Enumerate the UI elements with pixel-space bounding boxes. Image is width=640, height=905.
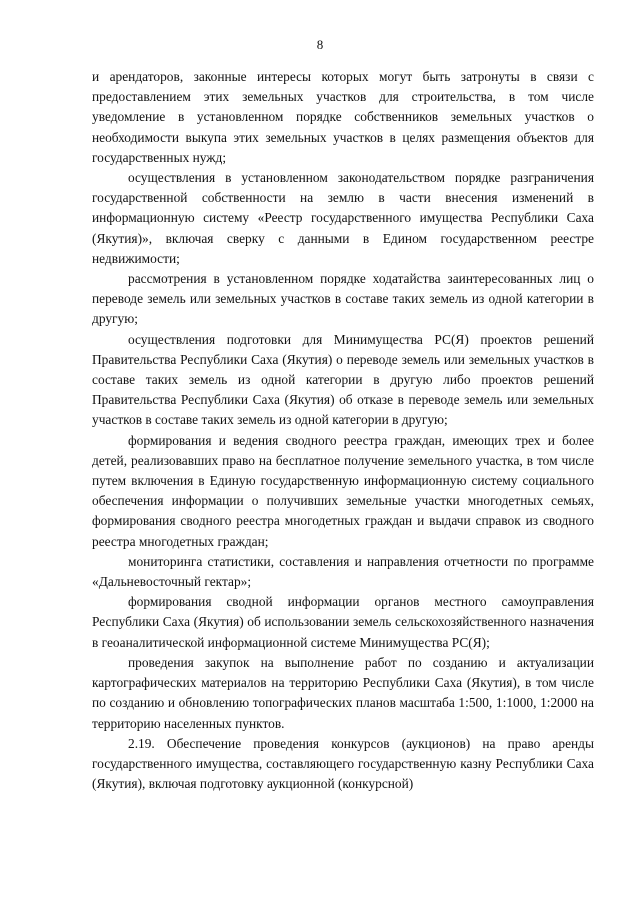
paragraph-land-transfer-petition: рассмотрения в установленном порядке ходатайства заинтересованных лиц о переводе земель или земельных участков в составе таких земель из одной категории в другую;	[92, 271, 594, 327]
document-body	[92, 67, 594, 794]
page-number: 8	[316, 37, 324, 52]
paragraph-section-2-19: 2.19. Обеспечение проведения конкурсов (аукционов) на право аренды государственного имущества, составляющего государственную казну Республики Саха (Якутия), включая подготовку аукционной (конкурсной)	[92, 735, 594, 792]
paragraph-state-property-delimitation: осуществления в установленном законодательством порядке разграничения государственной собственности на землю в части внесения изменений в информационную систему «Реестр государственного имущества Республики Саха (Якутия)», включая сверку с данными в Едином государственном реестре недвижимости;	[92, 170, 594, 266]
paragraph-far-east-hectare-reporting: мониторинга статистики, составления и направления отчетности по программе «Дальневосточный гектар»;	[92, 553, 594, 590]
paragraph-cartographic-procurement: проведения закупок на выполнение работ по созданию и актуализации картографических материалов на территорию Республики Саха (Якутия), в том числе по созданию и обновлению топографических планов масштаба 1:500, 1:1000, 1:2000 на территорию населенных пунктов.	[92, 654, 594, 731]
paragraph-tenants-notification: и арендаторов, законные интересы которых могут быть затронуты в связи с предоставлением этих земельных участков для строительства, в том числе уведомление в установленном порядке собственников земельных участков о необходимости выкупа этих земельных участков в целях размещения объектов для государственных нужд;	[92, 69, 594, 165]
paragraph-large-families-registry: формирования и ведения сводного реестра граждан, имеющих трех и более детей, реализовавших право на бесплатное получение земельного участка, в том числе путем включения в Единую государственную информационную систему социального обеспечения информации о получивших земельные участки многодетных семьях, формирования сводного реестра многодетных граждан и выдачи справок из сводного реестра многодетных граждан;	[92, 432, 594, 549]
paragraph-government-decision-drafts: осуществления подготовки для Минимущества РС(Я) проектов решений Правительства Республики Саха (Якутия) о переводе земель или земельных участков в составе таких земель из одной категории в другую либо проектов решений Правительства Республики Саха (Якутия) об отказе в переводе земель или земельных участков в составе таких земель из одной категории в другую;	[92, 331, 594, 428]
paragraph-agricultural-land-info: формирования сводной информации органов местного самоуправления Республики Саха (Якутия) об использовании земель сельскохозяйственного назначения в геоаналитической информационной системе Минимущества РС(Я);	[92, 594, 594, 650]
